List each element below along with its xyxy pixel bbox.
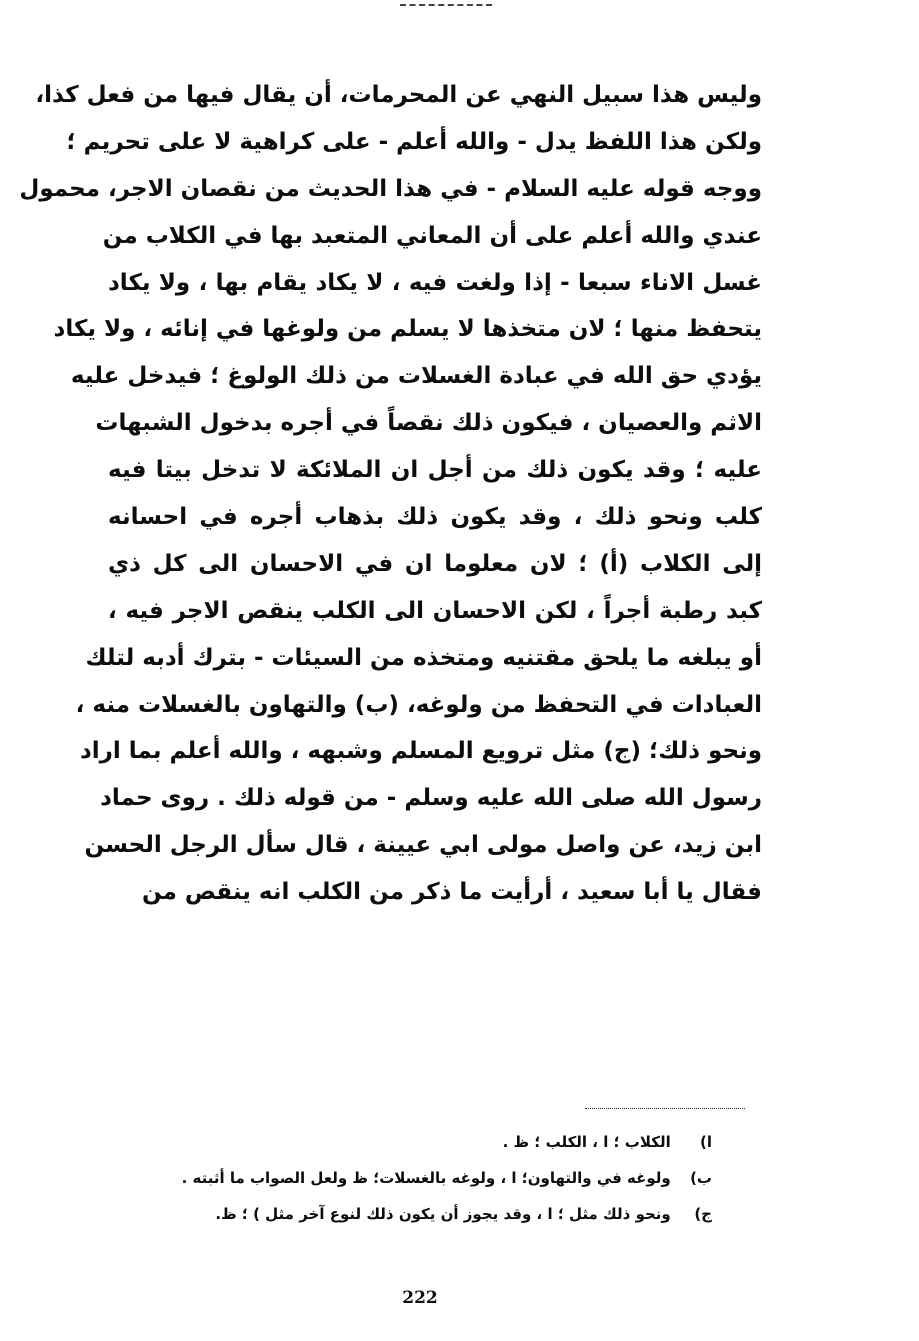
text-line: أو يبلغه ما يلحق مقتنيه ومتخذه من السيئات - بترك أدبه لتلك <box>85 644 762 671</box>
footnote <box>104 1160 712 1196</box>
footnote <box>104 1124 712 1160</box>
footnote-mark: ا) <box>700 1133 712 1151</box>
page-number: 222 <box>402 1288 438 1308</box>
text-line: عندي والله أعلم على أن المعاني المتعبد بها في الكلاب من <box>102 222 762 249</box>
text-line: كبد رطبة أجراً ، لكن الاحسان الى الكلب ينقص الاجر فيه ، <box>108 597 762 624</box>
text-line: ووجه قوله عليه السلام - في هذا الحديث من نقصان الاجر، محمول <box>19 175 762 202</box>
text-line: الاثم والعصيان ، فيكون ذلك نقصاً في أجره بدخول الشبهات <box>95 410 762 437</box>
text-line: ابن زيد، عن واصل مولى ابي عيينة ، قال سأل الرجل الحسن <box>84 832 762 859</box>
footnote-text: ونحو ذلك مثل ؛ ا ، وقد يجوز أن يكون ذلك لنوع آخر مثل ) ؛ ظ. <box>215 1205 671 1223</box>
text-line: وليس هذا سبيل النهي عن المحرمات، أن يقال فيها من فعل كذا، <box>35 82 762 108</box>
text-line: غسل الاناء سبعا - إذا ولغت فيه ، لا يكاد يقام بها ، ولا يكاد <box>108 269 762 296</box>
text-line: إلى الكلاب (أ) ؛ لان معلوما ان في الاحسان الى كل ذي <box>108 550 762 577</box>
footnote-separator <box>585 1108 745 1109</box>
footnote <box>104 1196 712 1232</box>
footnote-mark: ب) <box>690 1169 712 1187</box>
text-line: كلب ونحو ذلك ، وقد يكون ذلك بذهاب أجره في احسانه <box>108 504 762 531</box>
text-line: ولكن هذا اللفظ يدل - والله أعلم - على كراهية لا على تحريم ؛ <box>66 128 762 155</box>
text-line: فقال يا أبا سعيد ، أرأيت ما ذكر من الكلب انه ينقص من <box>141 879 762 906</box>
top-rule <box>400 4 492 6</box>
main-text <box>19 72 762 916</box>
text-line: يتحفظ منها ؛ لان متخذها لا يسلم من ولوغها في إنائه ، ولا يكاد <box>53 316 762 343</box>
text-line: العبادات في التحفظ من ولوغه، (ب) والتهاون بالغسلات منه ، <box>75 691 762 718</box>
text-line: ونحو ذلك؛ (ج) مثل ترويع المسلم وشبهه ، والله أعلم بما اراد <box>79 738 762 765</box>
footnote-text: ولوغه في والتهاون؛ ا ، ولوغه بالغسلات؛ ظ ولعل الصواب ما أثبته . <box>181 1169 671 1187</box>
footnote-mark: ج) <box>694 1205 712 1223</box>
text-line: يؤدي حق الله في عبادة الغسلات من ذلك الولوغ ؛ فيدخل عليه <box>70 363 762 390</box>
footnotes <box>104 1124 712 1232</box>
text-line: رسول الله صلى الله عليه وسلم - من قوله ذلك . روى حماد <box>100 785 762 812</box>
text-line: عليه ؛ وقد يكون ذلك من أجل ان الملائكة لا تدخل بيتا فيه <box>108 457 762 484</box>
footnote-text: الكلاب ؛ ا ، الكلب ؛ ظ . <box>502 1133 671 1151</box>
